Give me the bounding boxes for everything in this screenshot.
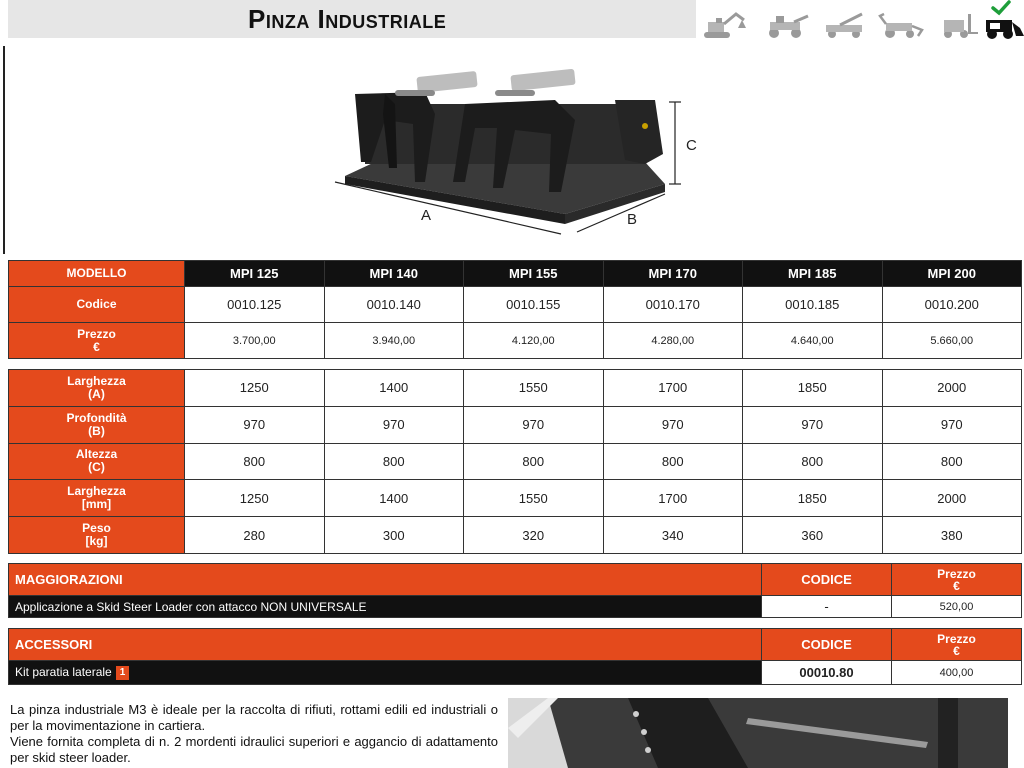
left-divider bbox=[3, 46, 5, 254]
product-price: 4.640,00 bbox=[743, 323, 883, 359]
dimension-value: 800 bbox=[324, 443, 464, 480]
product-code: 0010.170 bbox=[603, 287, 743, 323]
table-row bbox=[9, 480, 1022, 517]
table-row bbox=[9, 564, 1022, 596]
table-row bbox=[9, 517, 1022, 554]
product-code: 0010.125 bbox=[185, 287, 325, 323]
product-price: 4.120,00 bbox=[464, 323, 604, 359]
surcharge-item-code: - bbox=[762, 596, 892, 618]
dimension-label-text: Larghezza bbox=[67, 484, 126, 499]
product-image bbox=[325, 64, 705, 244]
price-header-text: Prezzo bbox=[937, 566, 976, 581]
accessory-item bbox=[9, 661, 762, 685]
dimension-label-unit: [kg] bbox=[85, 534, 108, 549]
dimension-label-unit: (B) bbox=[88, 423, 105, 438]
dimension-value: 970 bbox=[743, 406, 883, 443]
dimension-value: 1400 bbox=[324, 480, 464, 517]
table-row bbox=[9, 406, 1022, 443]
model-header-label: MODELLO bbox=[9, 261, 185, 287]
dimension-value: 2000 bbox=[882, 370, 1022, 407]
price-label-currency: € bbox=[93, 339, 100, 354]
model-name: MPI 155 bbox=[464, 261, 604, 287]
price-row-label bbox=[9, 323, 185, 359]
price-header-currency: € bbox=[953, 643, 960, 658]
dimension-value: 800 bbox=[882, 443, 1022, 480]
dimension-value: 320 bbox=[464, 517, 604, 554]
table-row bbox=[9, 261, 1022, 287]
dimension-value: 1850 bbox=[743, 370, 883, 407]
description-paragraph: Viene fornita completa di n. 2 mordenti idraulici superiori e aggancio di adattamento per skid steer loader. bbox=[10, 734, 498, 765]
dimension-label-text: Larghezza bbox=[67, 373, 126, 388]
dimension-value: 800 bbox=[185, 443, 325, 480]
dimension-row-label bbox=[9, 370, 185, 407]
price-header-currency: € bbox=[953, 578, 960, 593]
dimension-value: 1400 bbox=[324, 370, 464, 407]
crane-truck-icon bbox=[822, 10, 868, 40]
surcharges-price-header bbox=[892, 564, 1022, 596]
dimension-value: 2000 bbox=[882, 480, 1022, 517]
dimension-value: 1550 bbox=[464, 480, 604, 517]
dimension-value: 360 bbox=[743, 517, 883, 554]
code-row-label: Codice bbox=[9, 287, 185, 323]
accessories-table bbox=[8, 628, 1022, 685]
dimension-label-unit: [mm] bbox=[81, 497, 112, 512]
page-title: Pinza Industriale bbox=[248, 4, 447, 34]
surcharge-item-price: 520,00 bbox=[892, 596, 1022, 618]
surcharge-item-label: Applicazione a Skid Steer Loader con attacco NON UNIVERSALE bbox=[9, 596, 762, 618]
product-price: 3.940,00 bbox=[324, 323, 464, 359]
model-name: MPI 185 bbox=[743, 261, 883, 287]
table-row bbox=[9, 287, 1022, 323]
dimension-value: 1700 bbox=[603, 370, 743, 407]
accessories-title: ACCESSORI bbox=[9, 629, 762, 661]
dimension-value: 1250 bbox=[185, 480, 325, 517]
machine-icons-bar bbox=[698, 0, 1024, 44]
dimension-value: 1850 bbox=[743, 480, 883, 517]
table-row bbox=[9, 443, 1022, 480]
detail-photo bbox=[508, 698, 1008, 768]
product-description bbox=[10, 702, 498, 766]
product-code: 0010.140 bbox=[324, 287, 464, 323]
dimension-label-text: Peso bbox=[82, 521, 111, 536]
dimension-value: 800 bbox=[464, 443, 604, 480]
dimension-value: 800 bbox=[603, 443, 743, 480]
dimension-label-text: Profondità bbox=[66, 410, 127, 425]
price-header-text: Prezzo bbox=[937, 631, 976, 646]
check-icon bbox=[990, 0, 1012, 16]
surcharges-title: MAGGIORAZIONI bbox=[9, 564, 762, 596]
product-price: 5.660,00 bbox=[882, 323, 1022, 359]
surcharges-code-header: CODICE bbox=[762, 564, 892, 596]
accessory-badge: 1 bbox=[116, 666, 130, 680]
telehandler-icon bbox=[764, 10, 810, 40]
product-price: 3.700,00 bbox=[185, 323, 325, 359]
product-price: 4.280,00 bbox=[603, 323, 743, 359]
dimension-value: 970 bbox=[464, 406, 604, 443]
dimension-value: 1550 bbox=[464, 370, 604, 407]
dimensions-table bbox=[8, 369, 1022, 554]
dimension-value: 280 bbox=[185, 517, 325, 554]
excavator-icon bbox=[702, 10, 748, 40]
dimension-label-text: Altezza bbox=[75, 447, 118, 462]
model-name: MPI 140 bbox=[324, 261, 464, 287]
accessories-price-header bbox=[892, 629, 1022, 661]
price-label-text: Prezzo bbox=[77, 326, 116, 341]
model-name: MPI 170 bbox=[603, 261, 743, 287]
dimension-label-c: C bbox=[686, 137, 697, 154]
backhoe-loader-icon bbox=[878, 10, 924, 40]
table-row bbox=[9, 323, 1022, 359]
dimension-label-a: A bbox=[421, 207, 432, 224]
dimension-value: 380 bbox=[882, 517, 1022, 554]
table-row bbox=[9, 629, 1022, 661]
accessories-code-header: CODICE bbox=[762, 629, 892, 661]
models-table bbox=[8, 260, 1022, 359]
dimension-row-label bbox=[9, 443, 185, 480]
description-paragraph: La pinza industriale M3 è ideale per la raccolta di rifiuti, rottami edili ed industriali o per la movimentazione in cartiera. bbox=[10, 702, 498, 733]
table-row bbox=[9, 370, 1022, 407]
dimension-value: 970 bbox=[882, 406, 1022, 443]
dimension-row-label bbox=[9, 480, 185, 517]
model-name: MPI 125 bbox=[185, 261, 325, 287]
dimension-value: 970 bbox=[185, 406, 325, 443]
dimension-value: 340 bbox=[603, 517, 743, 554]
table-row bbox=[9, 661, 1022, 685]
accessory-item-label: Kit paratia laterale bbox=[15, 665, 112, 680]
product-code: 0010.185 bbox=[743, 287, 883, 323]
dimension-value: 970 bbox=[603, 406, 743, 443]
dimension-row-label bbox=[9, 406, 185, 443]
dimension-row-label bbox=[9, 517, 185, 554]
dimension-value: 800 bbox=[743, 443, 883, 480]
product-code: 0010.200 bbox=[882, 287, 1022, 323]
forklift-icon bbox=[936, 10, 982, 40]
title-bar bbox=[8, 0, 696, 38]
product-code: 0010.155 bbox=[464, 287, 604, 323]
accessory-item-price: 400,00 bbox=[892, 661, 1022, 685]
accessory-item-code: 00010.80 bbox=[762, 661, 892, 685]
dimension-label-unit: (A) bbox=[88, 386, 105, 401]
dimension-value: 1250 bbox=[185, 370, 325, 407]
surcharges-table bbox=[8, 563, 1022, 618]
dimension-value: 970 bbox=[324, 406, 464, 443]
table-row bbox=[9, 596, 1022, 618]
dimension-label-b: B bbox=[627, 211, 638, 228]
dimension-label-unit: (C) bbox=[88, 460, 105, 475]
dimension-value: 300 bbox=[324, 517, 464, 554]
dimension-value: 1700 bbox=[603, 480, 743, 517]
model-name: MPI 200 bbox=[882, 261, 1022, 287]
